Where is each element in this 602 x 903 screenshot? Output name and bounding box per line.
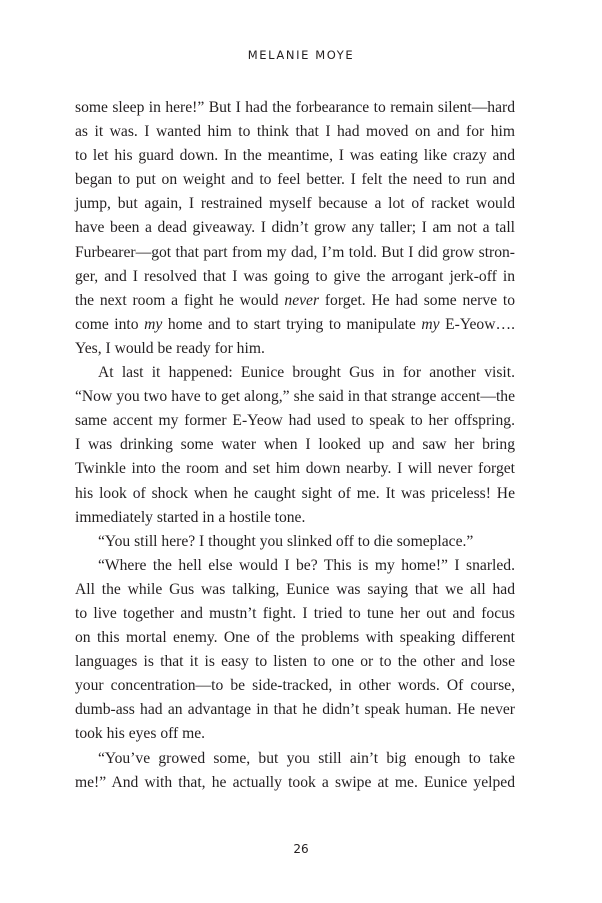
text-line: immediately started in a hostile tone. bbox=[75, 508, 306, 526]
text-line: took his eyes off me. bbox=[75, 725, 206, 743]
text-line: on this mortal enemy. One of the problems with speaking different bbox=[75, 629, 515, 647]
text-line: languages is that it is easy to listen to one or to the other and lose bbox=[75, 653, 515, 671]
text-line: Furbearer—got that part from my dad, I’m told. But I did grow stron- bbox=[75, 243, 515, 261]
text-line bbox=[75, 289, 515, 313]
text-line bbox=[75, 313, 515, 337]
text-line: to live together and mustn’t fight. I tried to tune her out and focus bbox=[75, 604, 515, 622]
text-line: jump, but again, I restrained myself because a lot of racket would bbox=[75, 195, 515, 213]
text-line: same accent my former E-Yeow had used to speak to her offspring. bbox=[75, 412, 515, 430]
text-line: your concentration—to be side-tracked, in other words. Of course, bbox=[75, 677, 515, 695]
page-number: 26 bbox=[293, 842, 309, 856]
text-line: ger, and I resolved that I was going to give the arrogant jerk-off in bbox=[75, 267, 515, 285]
italic-text: my bbox=[421, 315, 440, 333]
italic-text: never bbox=[284, 291, 320, 309]
running-head-author: MELANIE MOYE bbox=[247, 48, 355, 62]
text-line: All the while Gus was talking, Eunice was saying that we all had bbox=[75, 580, 515, 598]
text-line: Yes, I would be ready for him. bbox=[75, 339, 265, 357]
italic-text: my bbox=[144, 315, 163, 333]
text-line: have been a dead giveaway. I didn’t grow any taller; I am not a tall bbox=[75, 219, 515, 237]
text-line: began to put on weight and to feel better. I felt the need to run and bbox=[75, 171, 515, 189]
body-text bbox=[75, 96, 515, 795]
text-line: “You’ve growed some, but you still ain’t big enough to take bbox=[98, 749, 515, 767]
text-line: “You still here? I thought you slinked off to die someplace.” bbox=[98, 532, 474, 550]
text-line: some sleep in here!” But I had the forbearance to remain silent—hard bbox=[75, 99, 515, 116]
text-segment: the next room a fight he would bbox=[75, 291, 285, 309]
text-line: Twinkle into the room and set him down nearby. I will never forget bbox=[75, 460, 515, 478]
text-segment: come into bbox=[75, 315, 145, 333]
text-line: At last it happened: Eunice brought Gus in for another visit. bbox=[98, 364, 515, 382]
text-line: me!” And with that, he actually took a swipe at me. Eunice yelped bbox=[75, 773, 515, 791]
text-segment: E-Yeow…. bbox=[439, 315, 515, 333]
text-line: “Now you two have to get along,” she said in that strange accent—the bbox=[75, 388, 515, 406]
text-segment: forget. He had some nerve to bbox=[319, 291, 515, 309]
text-line: “Where the hell else would I be? This is my home!” I snarled. bbox=[98, 556, 515, 574]
text-line: to let his guard down. In the meantime, I was eating like crazy and bbox=[75, 147, 515, 165]
text-line: as it was. I wanted him to think that I had moved on and for him bbox=[75, 123, 515, 141]
text-line: I was drinking some water when I looked up and saw her bring bbox=[75, 436, 515, 454]
text-line: his look of shock when he caught sight of me. It was priceless! He bbox=[75, 484, 515, 502]
text-line: dumb-ass had an advantage in that he didn’t speak human. He never bbox=[75, 701, 515, 719]
text-segment: home and to start trying to manipulate bbox=[162, 315, 422, 333]
